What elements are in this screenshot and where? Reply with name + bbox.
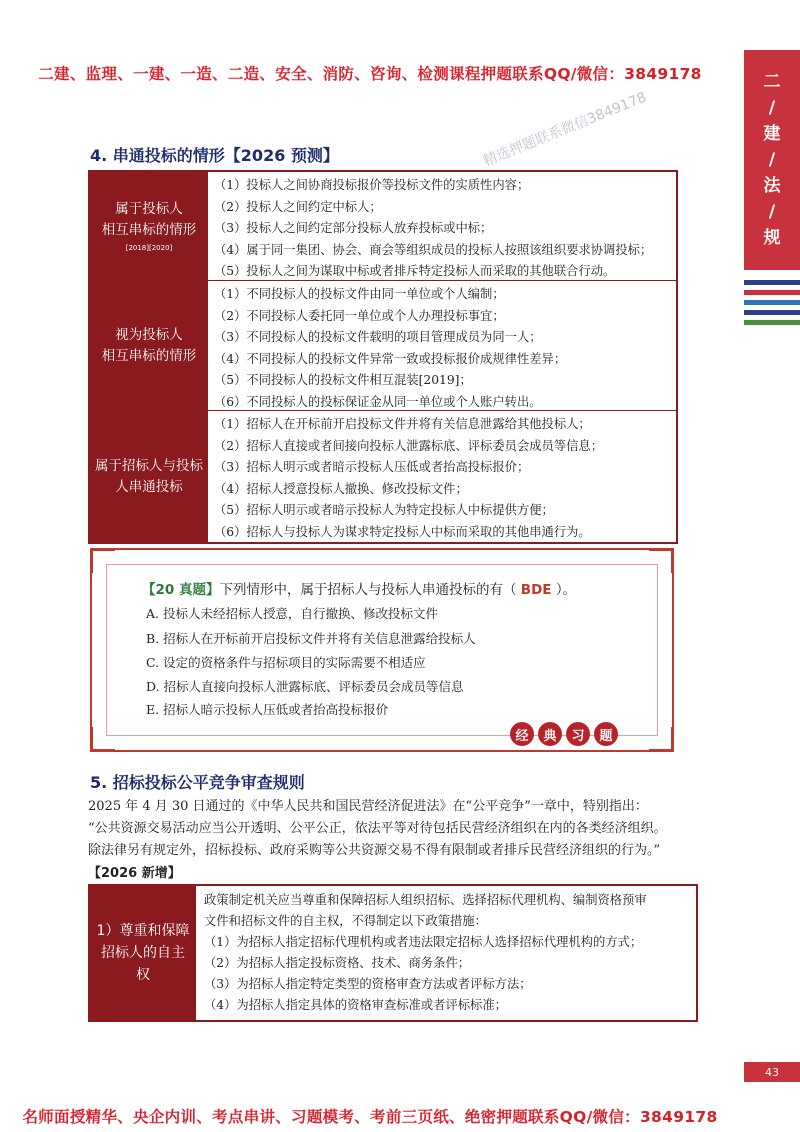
row-label-line: 视为投标人 [115,326,183,343]
list-item: （1）不同投标人的投标文件由同一单位或个人编制； [214,287,505,301]
side-tab-char: 法 [763,176,781,196]
promo-banner-top: 二建、监理、一建、一造、二造、安全、消防、咨询、检测课程押题联系QQ/微信：3849178 [38,65,702,83]
frame-corner [90,548,115,573]
page-number: 43 [744,1062,800,1082]
autonomy-items [196,886,696,1020]
list-item: （4）不同投标人的投标文件异常一致或投标报价成规律性差异； [214,351,567,366]
row-label [90,172,208,280]
side-tab-char: 建 [763,124,781,144]
side-tab-char: 规 [763,228,781,248]
new-tag: 【2026 新增】 [88,866,181,881]
badge-char: 经 [510,722,534,746]
table-row [90,172,676,281]
list-item: （2）投标人之间约定中标人； [214,199,382,214]
decor-stripe [744,320,800,325]
section-title [90,143,339,166]
row-label-line: 人串通投标 [115,478,183,495]
list-item: （2）不同投标人委托同一单位或个人办理投标事宜； [214,308,505,323]
list-item: （3）不同投标人的投标文件载明的项目管理成员为同一人； [214,330,542,345]
list-item: （1）为招标人指定招标代理机构或者违法限定招标人选择招标代理机构的方式； [204,935,643,949]
option-b: B. 招标人在开标前开启投标文件并将有关信息泄露给投标人 [146,631,476,646]
section-title-5: 5. 招标投标公平竞争审查规则 [90,773,305,792]
list-item: （5）不同投标人的投标文件相互混装[2019]； [214,373,472,388]
row-items [208,172,676,280]
side-tab-char: / [768,202,776,222]
exam-tag: 【20 真题】 [142,582,220,598]
side-tab-char: / [768,98,776,118]
list-item: （3）投标人之间约定部分投标人放弃投标或中标； [214,221,493,236]
option-d: D. 招标人直接向投标人泄露标底、评标委员会成员等信息 [146,679,464,694]
row-items [208,281,676,410]
table-row [90,411,676,542]
table-row [90,281,676,411]
badge-char: 题 [594,722,618,746]
decor-stripe [744,300,800,305]
row-label [90,411,208,542]
option-c: C. 设定的资格条件与招标项目的实际需要不相适应 [146,655,426,670]
list-item: （3）招标人明示或者暗示投标人压低或者抬高投标报价； [214,460,530,475]
section-title-text: 4. 串通投标的情形 [90,146,225,165]
option-a: A. 投标人未经招标人授意，自行撤换、修改投标文件 [146,606,438,621]
prediction-tag: 【2026 预测】 [224,146,339,165]
question-end: ）。 [555,582,577,598]
list-item: （1）投标人之间协商投标报价等投标文件的实质性内容； [214,178,530,192]
decor-stripe [744,290,800,295]
option-e: E. 招标人暗示投标人压低或者抬高投标报价 [146,702,389,717]
paragraph-line: 2025 年 4 月 30 日通过的《中华人民共和国民营经济促进法》在“公平竞争”一章中，特别指出： [88,799,648,814]
row-label-line: 相互串标的情形 [101,347,197,364]
list-item: 政策制定机关应当尊重和保障招标人组织招标、选择招标代理机构、编制资格预审 [204,893,647,907]
side-tab-char: 二 [763,72,781,92]
side-tab-char: / [768,150,776,170]
list-item: （2）为招标人指定投标资格、技术、商务条件； [204,956,471,970]
list-item: （1）招标人在开标前开启投标文件并将有关信息泄露给其他投标人； [214,417,591,431]
decor-stripe [744,310,800,315]
list-item: 文件和招标文件的自主权，不得制定以下政策措施： [204,914,487,928]
row-label-line: 属于招标人与投标 [95,457,203,474]
exam-years: [2018][2020] [125,244,173,252]
list-item: （4）属于同一集团、协会、商会等组织成员的投标人按照该组织要求协调投标； [214,242,653,257]
list-item: （4）招标人授意投标人撤换、修改投标文件； [214,481,468,496]
list-item: （6）不同投标人的投标保证金从同一单位或个人账户转出。 [214,394,542,409]
row-items [208,411,676,542]
frame-corner [90,727,115,752]
frame-corner [649,548,674,573]
question-text: 下列情形中，属于招标人与投标人串通投标的有（ [219,582,517,598]
row-label-line: 相互串标的情形 [101,222,197,238]
badge-char: 习 [566,722,590,746]
list-item: （5）招标人明示或者暗示投标人为特定投标人中标提供方便； [214,503,554,518]
side-chapter-tab [744,50,800,270]
list-item: （4）为招标人指定具体的资格审查标准或者评标标准； [204,998,507,1012]
autonomy-table [88,884,698,1022]
list-item: （3）为招标人指定特定类型的资格审查方法或者评标方法； [204,977,532,991]
answer: BDE [520,582,552,598]
paragraph-line: 除法律另有规定外，招标投标、政府采购等公共资源交易不得有限制或者排斥民营经济组织的行为。” [88,843,661,858]
exercise-question [142,578,576,598]
row-label-line: 属于投标人 [115,201,183,217]
list-item: （2）招标人直接或者间接向投标人泄露标底、评标委员会成员等信息； [214,438,604,453]
watermark: 精选押题联系微信3849178 [481,89,649,170]
row-label [90,281,208,410]
list-item: （6）招标人与投标人为谋求特定投标人中标而采取的其他串通行为。 [214,524,591,539]
paragraph-line: “公共资源交易活动应当公开透明、公平公正，依法平等对待包括民营经济组织在内的各类经济组织。 [88,821,667,836]
collusion-table [88,170,678,544]
frame-corner [649,727,674,752]
decor-stripe [744,280,800,285]
list-item: （5）投标人之间为谋取中标或者排斥特定投标人而采取的其他联合行动。 [214,264,616,279]
autonomy-label: 1）尊重和保障招标人的自主权 [90,886,196,1020]
badge-char: 典 [538,722,562,746]
promo-banner-bottom: 名师面授精华、央企内训、考点串讲、习题模考、考前三页纸、绝密押题联系QQ/微信：3849178 [22,1108,718,1126]
